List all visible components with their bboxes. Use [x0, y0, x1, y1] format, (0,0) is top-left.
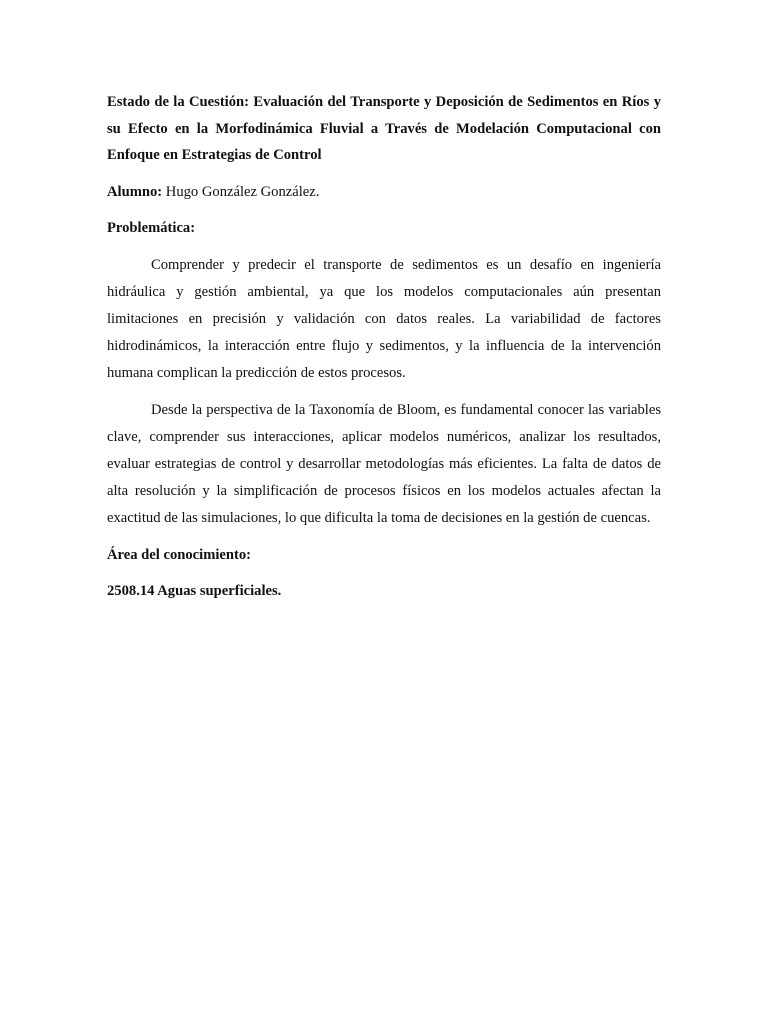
paragraph-2: Desde la perspectiva de la Taxonomía de Bloom, es fundamental conocer las variables clave, comprender sus interacciones, aplicar modelos numéricos, analizar los resultados, evaluar estrategias de control y desarrollar metodologías más eficientes. La falta de datos de alta resolución y la simplificación de procesos físicos en los modelos actuales afectan la exactitud de las simulaciones, lo que dificulta la toma de decisiones en la gestión de cuencas.: [107, 401, 661, 526]
problem-heading: Problemática:: [107, 220, 196, 236]
area-heading: Área del conocimiento:: [107, 546, 252, 563]
document-title: Estado de la Cuestión: Evaluación del Transporte y Deposición de Sedimentos en Ríos y su Efecto en la Morfodinámica Fluvial a Través de Modelación Computacional con Enfoque en Estrategias de Control: [107, 94, 661, 163]
area-value: 2508.14 Aguas superficiales.: [107, 583, 282, 599]
problem-body: [107, 252, 661, 532]
student-name: Hugo González González.: [162, 183, 320, 200]
paragraph-1: Comprender y predecir el transporte de sedimentos es un desafío en ingeniería hidráulica y gestión ambiental, ya que los modelos computacionales aún presentan limitaciones en precisión y validación con datos reales. La variabilidad de factores hidrodinámicos, la interacción entre flujo y sedimentos, y la influencia de la intervención humana complican la predicción de estos procesos.: [107, 256, 661, 381]
student-line: [107, 179, 661, 206]
student-label: Alumno:: [107, 183, 163, 200]
document-page: [107, 89, 661, 605]
